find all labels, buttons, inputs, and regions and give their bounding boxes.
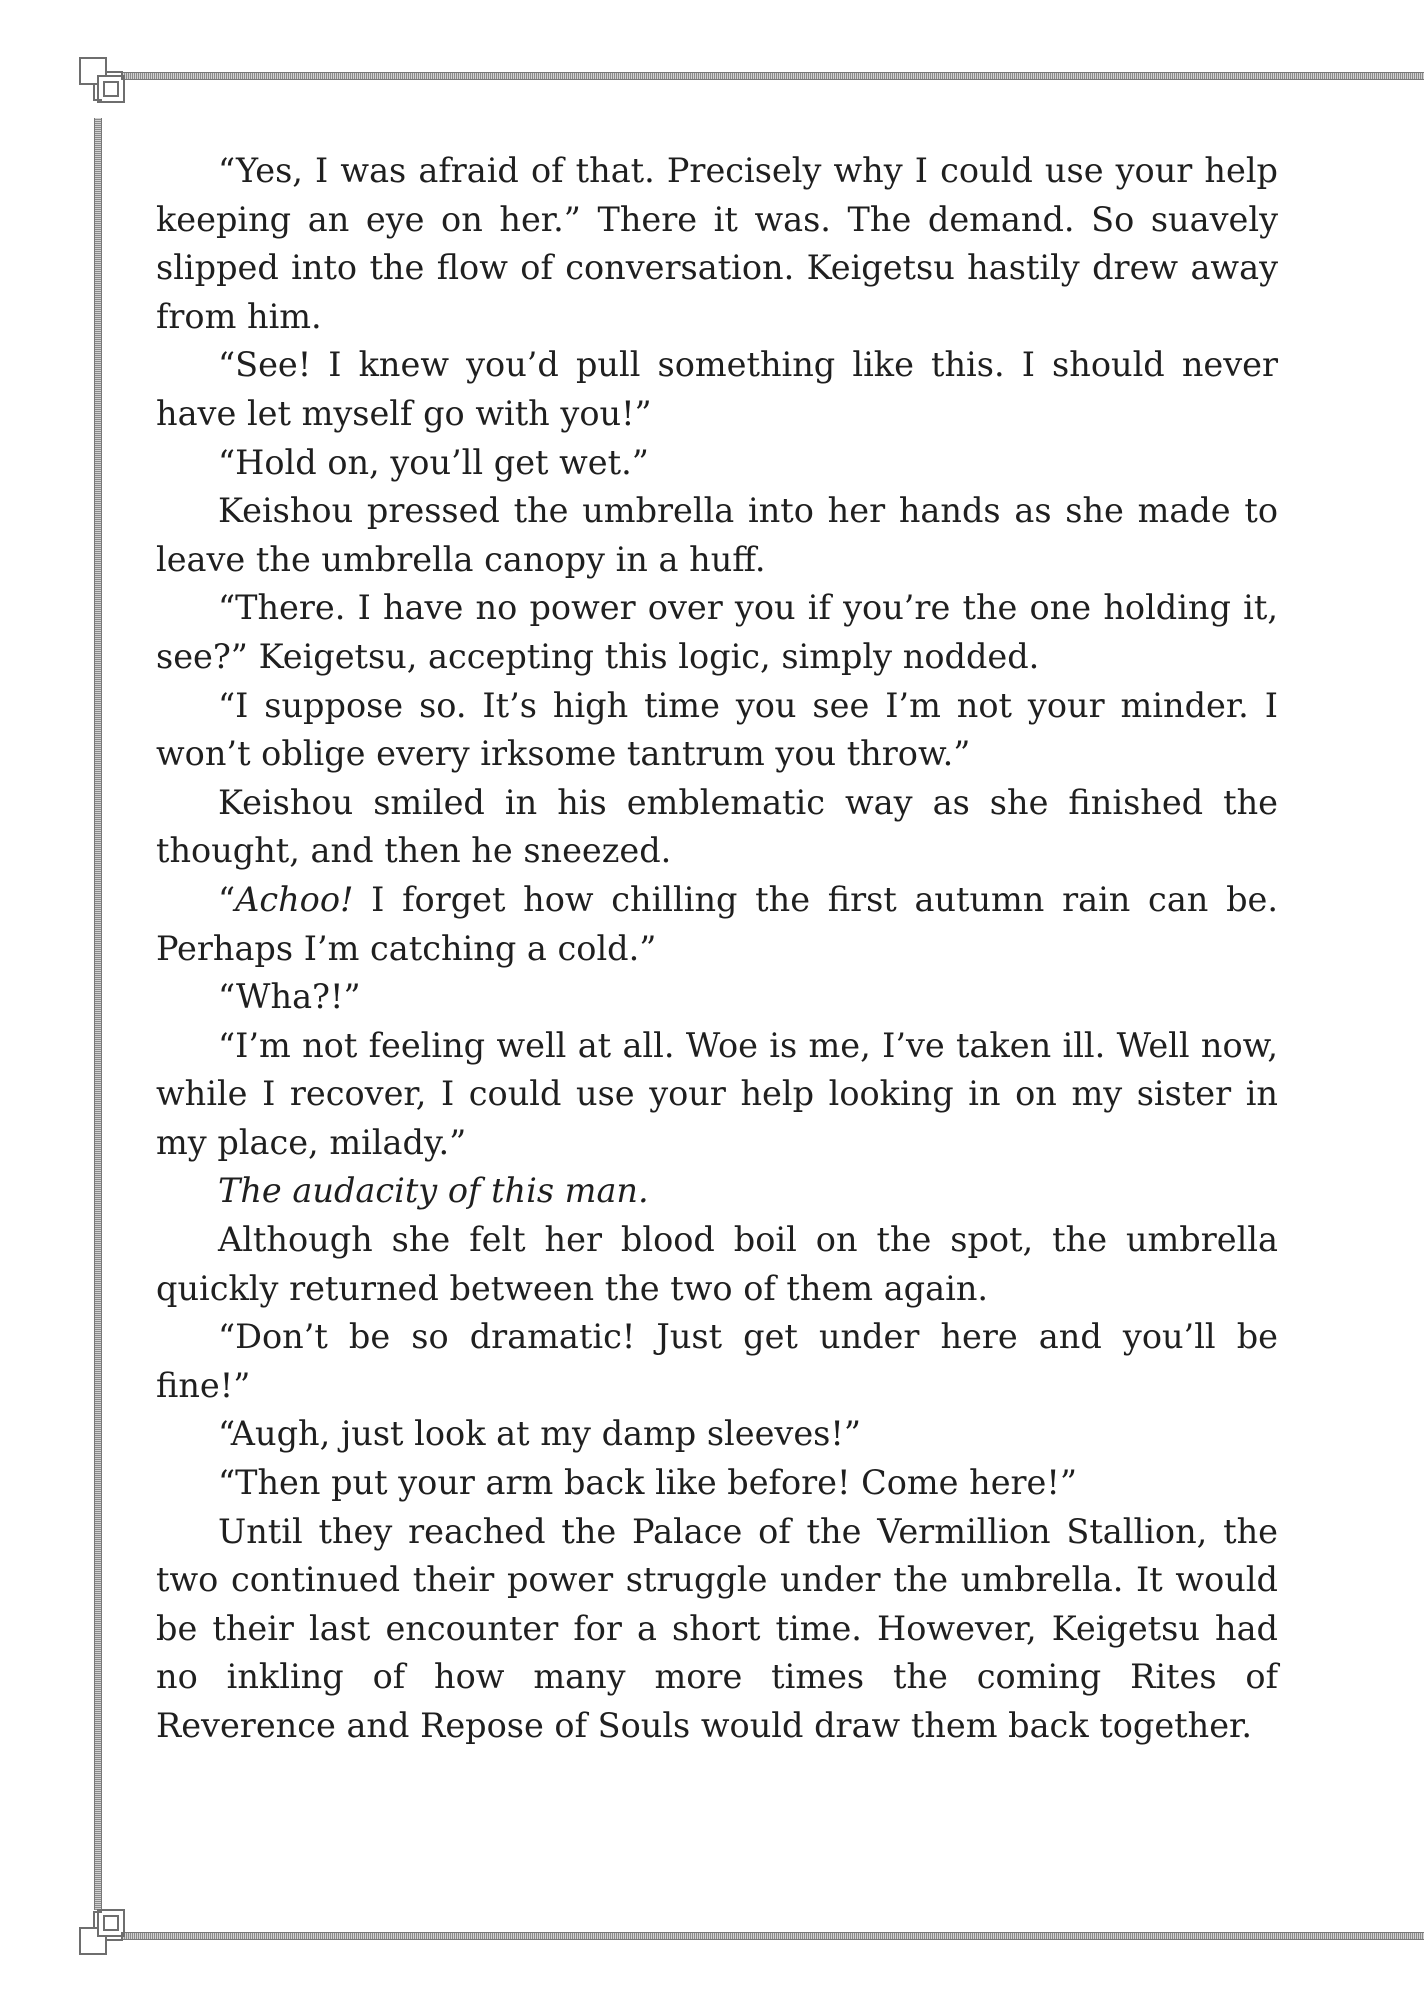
paragraph — [156, 1022, 1278, 1168]
paragraph — [156, 973, 1278, 1022]
paragraph-text: Although she felt her blood boil on the spot, the umbrella quickly returned between the two of them again. — [156, 1220, 1278, 1308]
paragraph — [156, 487, 1278, 584]
paragraph — [156, 147, 1278, 341]
paragraph-text: “See! I knew you’d pull something like this. I should never have let myself go with you!” — [156, 345, 1278, 433]
paragraph — [156, 1410, 1278, 1459]
paragraph — [156, 1313, 1278, 1410]
paragraph — [156, 876, 1278, 973]
paragraph-text: I forget how chilling the first autumn rain can be. Perhaps I’m catching a cold.” — [156, 879, 1278, 968]
paragraph-text: “Don’t be so dramatic! Just get under here and you’ll be fine!” — [156, 1317, 1278, 1405]
paragraph-text: Until they reached the Palace of the Vermillion Stallion, the two continued their power struggle under the umbrella. It would be their last encounter for a short time. However, Keigetsu had no inkling of how many more times the coming Rites of Reverence and Repose of Souls would draw them back together. — [156, 1511, 1278, 1745]
paragraph-text: “I’m not feeling well at all. Woe is me, I’ve taken ill. Well now, while I recover, I could use your help looking in on my sister in my place, milady.” — [156, 1025, 1278, 1162]
paragraph-text: Keishou smiled in his emblematic way as she finished the thought, and then he sneezed. — [156, 782, 1278, 871]
paragraph — [156, 1508, 1278, 1751]
paragraph — [156, 682, 1278, 779]
paragraph-text: “I suppose so. It’s high time you see I’m not your minder. I won’t oblige every irksome tantrum you throw.” — [156, 685, 1278, 774]
italic-text: Achoo! — [235, 879, 354, 919]
corner-ornament-bottom-left-icon — [78, 1900, 134, 1956]
paragraph-text: “There. I have no power over you if you’re the one holding it, see?” Keigetsu, accepting this logic, simply nodded. — [156, 588, 1278, 676]
paragraph-text: “Wha?!” — [218, 977, 361, 1017]
paragraph — [156, 1216, 1278, 1313]
paragraph-text: “Augh, just look at my damp sleeves!” — [218, 1414, 861, 1454]
paragraph-text: Keishou pressed the umbrella into her hands as she made to leave the umbrella canopy in a huff. — [156, 491, 1278, 579]
paragraph-text: “Yes, I was afraid of that. Precisely why I could use your help keeping an eye on her.” There it was. The demand. So suavely slipped into the flow of conversation. Keigetsu hastily drew away from him. — [156, 151, 1278, 336]
paragraph — [156, 341, 1278, 438]
frame-top-line — [122, 72, 1424, 80]
paragraph-text: “ — [218, 879, 236, 919]
paragraph — [156, 779, 1278, 876]
body-text — [156, 147, 1278, 1751]
italic-text: The audacity of this man. — [218, 1171, 649, 1211]
frame-bottom-line — [122, 1932, 1424, 1940]
paragraph — [156, 439, 1278, 488]
paragraph — [156, 1459, 1278, 1508]
frame-left-line — [94, 118, 102, 1910]
paragraph — [156, 584, 1278, 681]
corner-ornament-top-left-icon — [78, 56, 134, 112]
paragraph — [156, 1167, 1278, 1216]
paragraph-text: “Hold on, you’ll get wet.” — [218, 442, 649, 482]
paragraph-text: “Then put your arm back like before! Come here!” — [218, 1463, 1077, 1503]
